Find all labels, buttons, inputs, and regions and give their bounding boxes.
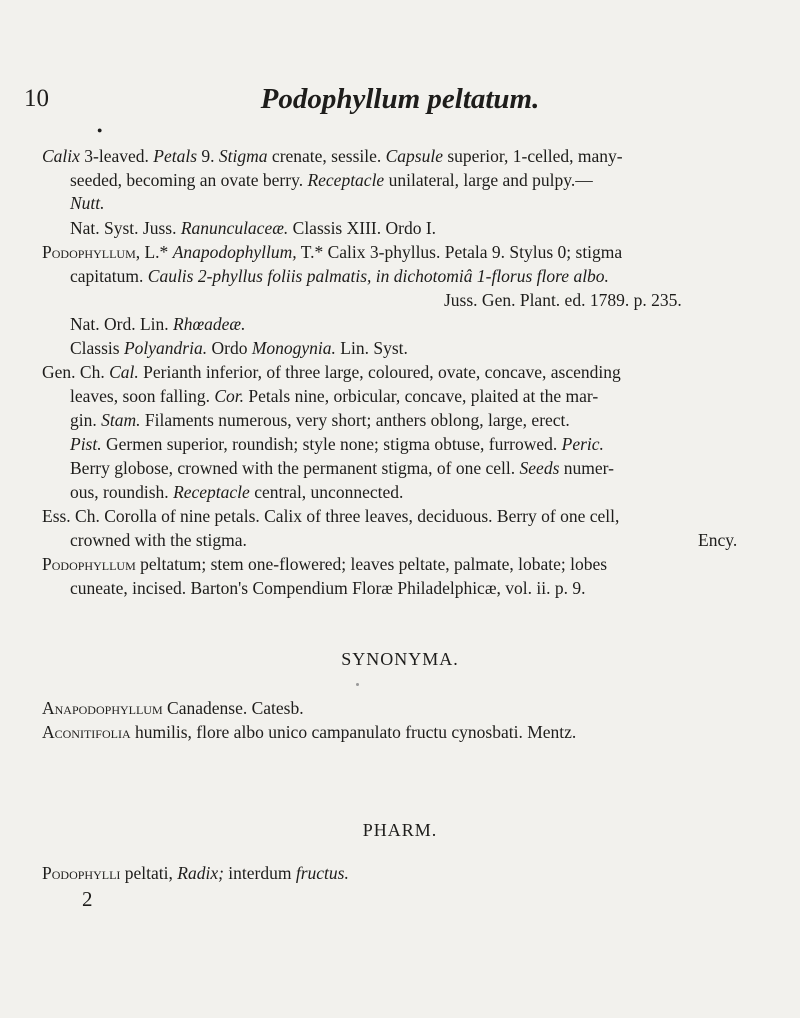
ink-speck xyxy=(356,683,359,686)
jussieu-line-2: Podophyllum, L.* Anapodophyllum, T.* Calix 3-phyllus. Petala 9. Stylus 0; stigma xyxy=(42,242,623,262)
jussieu-line-4: Juss. Gen. Plant. ed. 1789. p. 235. xyxy=(444,290,682,310)
genus-line-5: Berry globose, crowned with the permanent stigma, of one cell. Seeds numer- xyxy=(70,458,614,478)
barton-line-1: Podophyllum peltatum; stem one-flowered; leaves peltate, palmate, lobate; lobes xyxy=(42,554,608,574)
linnaeus-line-2: Classis Polyandria. Ordo Monogynia. Lin. Syst. xyxy=(70,338,408,358)
genus-line-6: ous, roundish. Receptacle central, unconnected. xyxy=(70,482,404,502)
jussieu-line-3: capitatum. Caulis 2-phyllus foliis palmatis, in dichotomiâ 1-florus flore albo. xyxy=(70,266,609,286)
synonyma-heading: SYNONYMA. xyxy=(341,649,459,669)
essential-line-1: Ess. Ch. Corolla of nine petals. Calix of three leaves, deciduous. Berry of one cell, xyxy=(42,506,620,526)
nuttall-line-3: Nutt. xyxy=(70,193,105,213)
nuttall-line-2: seeded, becoming an ovate berry. Receptacle unilateral, large and pulpy.— xyxy=(70,170,593,190)
linnaeus-line-1: Nat. Ord. Lin. Rhœadeæ. xyxy=(70,314,246,334)
genus-line-1: Gen. Ch. Cal. Perianth inferior, of three large, coloured, ovate, concave, ascending xyxy=(42,362,621,382)
pharm-heading: PHARM. xyxy=(362,820,438,840)
genus-line-3: gin. Stam. Filaments numerous, very short; anthers oblong, large, erect. xyxy=(70,410,570,430)
pharm-line-1: Podophylli peltati, Radix; interdum fructus. xyxy=(42,863,349,883)
synonym-line-1: Anapodophyllum Canadense. Catesb. xyxy=(42,698,304,718)
page-number: 10 xyxy=(24,85,49,112)
essential-line-2: crowned with the stigma. xyxy=(70,530,247,550)
running-title: Podophyllum peltatum. xyxy=(260,83,540,115)
synonym-line-2: Aconitifolia humilis, flore albo unico campanulato fructu cynosbati. Mentz. xyxy=(42,722,577,742)
signature-mark: 2 xyxy=(82,887,93,911)
ornament-dot: ● xyxy=(97,125,103,135)
barton-line-2: cuneate, incised. Barton's Compendium Floræ Philadelphicæ, vol. ii. p. 9. xyxy=(70,578,586,598)
genus-line-4: Pist. Germen superior, roundish; style none; stigma obtuse, furrowed. Peric. xyxy=(70,434,604,454)
nuttall-line-1: Calix 3-leaved. Petals 9. Stigma crenate, sessile. Capsule superior, 1-celled, many- xyxy=(42,146,623,166)
genus-line-2: leaves, soon falling. Cor. Petals nine, orbicular, concave, plaited at the mar- xyxy=(70,386,599,406)
jussieu-line-1: Nat. Syst. Juss. Ranunculaceæ. Classis XIII. Ordo I. xyxy=(70,218,437,238)
essential-source: Ency. xyxy=(698,530,738,550)
